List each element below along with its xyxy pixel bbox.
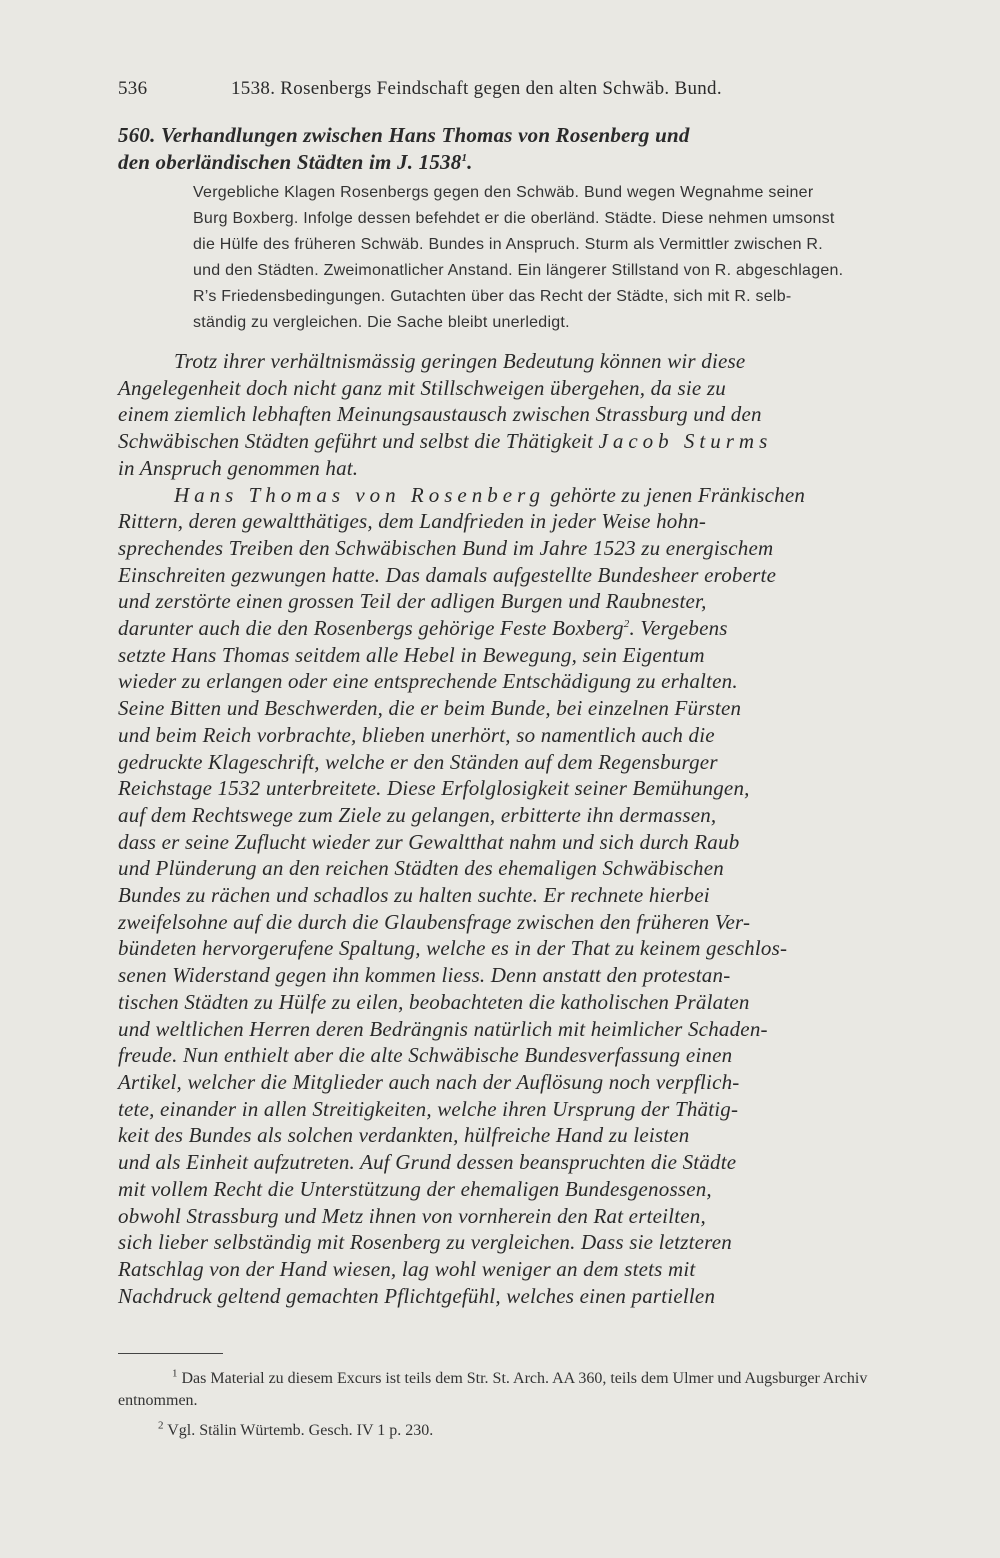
section-title-period: . <box>467 150 473 174</box>
footnote-2-text: Vgl. Stälin Würtemb. Gesch. IV 1 p. 230. <box>163 1422 434 1439</box>
body-line: und beim Reich vorbrachte, blieben unerhört, so namentlich auch die <box>118 722 715 747</box>
section-title-line-2 <box>118 149 936 176</box>
section-summary <box>193 180 933 336</box>
footnote-1 <box>118 1368 933 1412</box>
body-line: bündeten hervorgerufene Spaltung, welche es in der That zu keinem geschlos- <box>118 936 788 961</box>
body-line: Seine Bitten und Beschwerden, die er beim Bunde, bei einzelnen Fürsten <box>118 696 742 721</box>
body-line: Rittern, deren gewaltthätiges, dem Landfrieden in jeder Weise hohn- <box>118 509 707 534</box>
page-number: 536 <box>118 78 148 99</box>
footnote-2-mark: 2 <box>158 1419 164 1432</box>
body-line <box>118 428 938 455</box>
section-title-line-1: 560. Verhandlungen zwischen Hans Thomas von Rosenberg und <box>118 123 690 147</box>
body-line: sich lieber selbständig mit Rosenberg zu vergleichen. Dass sie letzteren <box>118 1230 732 1255</box>
body-line: Trotz ihrer verhältnismässig geringen Bedeutung können wir diese <box>174 349 746 373</box>
summary-line: Vergebliche Klagen Rosenbergs gegen den Schwäb. Bund wegen Wegnahme seiner <box>193 184 814 201</box>
body-line: freude. Nun enthielt aber die alte Schwäbische Bundesverfassung einen <box>118 1043 733 1068</box>
body-line: sprechendes Treiben den Schwäbischen Bund im Jahre 1523 zu energischem <box>118 535 774 560</box>
body-line: und als Einheit aufzutreten. Auf Grund dessen beanspruchten die Städte <box>118 1150 737 1175</box>
body-line: setzte Hans Thomas seitdem alle Hebel in Bewegung, sein Eigentum <box>118 642 705 667</box>
body-line: und Plünderung an den reichen Städten des ehemaligen Schwäbischen <box>118 856 724 881</box>
body-line: mit vollem Recht die Unterstützung der ehemaligen Bundesgenossen, <box>118 1176 712 1201</box>
summary-line: die Hülfe des früheren Schwäb. Bundes in Anspruch. Sturm als Vermittler zwischen R. <box>193 236 823 253</box>
body-line: Ratschlag von der Hand wiesen, lag wohl weniger an dem stets mit <box>118 1256 696 1281</box>
body-line: Artikel, welcher die Mitglieder auch nach der Auflösung noch verpflich- <box>118 1069 740 1094</box>
section-title-text: den oberländischen Städten im J. 1538 <box>118 150 462 174</box>
body-line-text: Schwäbischen Städten geführt und selbst die Thätigkeit <box>118 429 594 454</box>
body-line-text: gehörte zu jenen Fränkischen <box>550 482 806 507</box>
body-line: keit des Bundes als solchen verdankten, hülfreiche Hand zu leisten <box>118 1123 690 1148</box>
body-line: und weltlichen Herren deren Bedrängnis natürlich mit heimlicher Schaden- <box>118 1016 768 1041</box>
body-line: dass er seine Zuflucht wieder zur Gewaltthat nahm und sich durch Raub <box>118 829 740 854</box>
running-header <box>118 78 938 104</box>
body-line: tischen Städten zu Hülfe zu eilen, beobachteten die katholischen Prälaten <box>118 989 750 1014</box>
footnote-2 <box>118 1420 933 1442</box>
body-line: einem ziemlich lebhaften Meinungsaustausch zwischen Strassburg und den <box>118 402 762 427</box>
spaced-name-hans-thomas: Hans Thomas von Rosenberg <box>174 482 545 507</box>
body-line <box>118 482 938 509</box>
body-line: Einschreiten gezwungen hatte. Das damals aufgestellte Bundesheer eroberte <box>118 562 777 587</box>
body-text <box>118 348 938 1309</box>
body-line: gedruckte Klageschrift, welche er den Ständen auf dem Regensburger <box>118 749 718 774</box>
body-line-text: . Vergebens <box>629 616 728 641</box>
body-line: senen Widerstand gegen ihn kommen liess. Denn anstatt den protestan- <box>118 963 731 988</box>
body-line: zweifelsohne auf die durch die Glaubensfrage zwischen den früheren Ver- <box>118 909 751 934</box>
footnote-1-text: Das Material zu diesem Excurs ist teils dem Str. St. Arch. AA 360, teils dem Ulmer und Augsburger Archiv entnommen. <box>118 1370 868 1409</box>
body-line: auf dem Rechtswege zum Ziele zu gelangen, erbitterte ihn dermassen, <box>118 802 717 827</box>
running-title: 1538. Rosenbergs Feindschaft gegen den alten Schwäb. Bund. <box>231 78 722 99</box>
body-line <box>118 615 938 642</box>
summary-line: ständig zu vergleichen. Die Sache bleibt unerledigt. <box>193 314 570 331</box>
body-line: obwohl Strassburg und Metz ihnen von vornherein den Rat erteilten, <box>118 1203 706 1228</box>
summary-line: Burg Boxberg. Infolge dessen befehdet er die oberländ. Städte. Diese nehmen umsonst <box>193 210 835 227</box>
footnote-separator <box>118 1353 223 1354</box>
body-line: und zerstörte einen grossen Teil der adligen Burgen und Raubnester, <box>118 589 707 614</box>
spaced-name-jacob-sturm: Jacob Sturms <box>598 429 773 454</box>
body-line: Nachdruck geltend gemachten Pflichtgefühl, welches einen partiellen <box>118 1283 716 1308</box>
footnote-1-mark: 1 <box>172 1367 178 1380</box>
body-line-text: darunter auch die den Rosenbergs gehörige Feste Boxberg <box>118 616 624 641</box>
body-line: Bundes zu rächen und schadlos zu halten suchte. Er rechnete hierbei <box>118 883 710 908</box>
body-line: Reichstage 1532 unterbreitete. Diese Erfolglosigkeit seiner Bemühungen, <box>118 776 750 801</box>
footnotes <box>118 1368 933 1442</box>
body-line: Angelegenheit doch nicht ganz mit Stillschweigen übergehen, da sie zu <box>118 375 726 400</box>
summary-line: und den Städten. Zweimonatlicher Anstand. Ein längerer Stillstand von R. abgeschlagen. <box>193 262 844 279</box>
section-title <box>118 122 936 176</box>
body-line: wieder zu erlangen oder eine entsprechende Entschädigung zu erhalten. <box>118 669 738 694</box>
footnote-ref-2: 2 <box>623 618 630 631</box>
summary-line: R’s Friedensbedingungen. Gutachten über das Recht der Städte, sich mit R. selb- <box>193 288 792 305</box>
body-line: tete, einander in allen Streitigkeiten, welche ihren Ursprung der Thätig- <box>118 1096 739 1121</box>
footnote-ref-1: 1 <box>461 152 468 164</box>
body-line: in Anspruch genommen hat. <box>118 455 359 480</box>
